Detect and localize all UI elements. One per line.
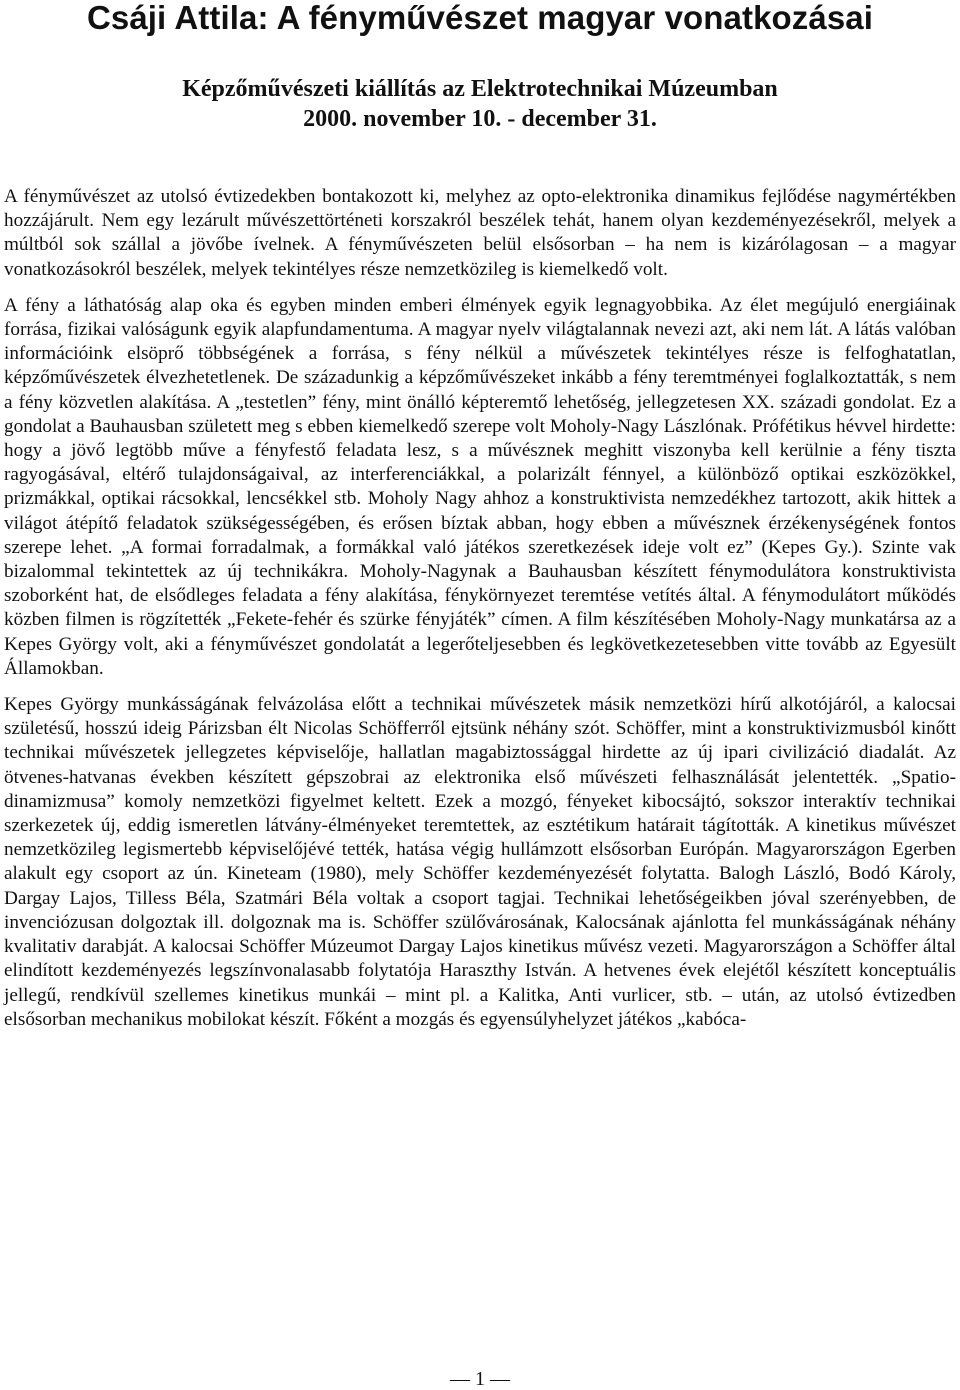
document-body	[4, 185, 956, 1044]
document-subtitle	[0, 74, 960, 134]
subtitle-dates: 2000. november 10. - december 31.	[303, 106, 657, 132]
subtitle-exhibition: Képzőművészeti kiállítás az Elektrotechnikai Múzeumban	[182, 76, 778, 102]
document-title: Csáji Attila: A fényművészet magyar vonatkozásai	[86, 0, 874, 36]
paragraph: Kepes György munkásságának felvázolása előtt a technikai művészetek másik nemzetközi hírű alkotójáról, a kalocsai születésű, hosszú ideig Párizsban élt Nicolas Schöfferről ejtsünk néhány szót. Schöffer, mint a konstruktivizmusból kinőtt technikai művészetek jellegzetes képviselője, hallatlan magabiztossággal hirdette az új ipari civilizáció diadalát. Az ötvenes-hatvanas években készített gépszobrai az elektronika első művészeti felhasználását jelentették. „Spatio-dinamizmusa” komoly nemzetközi figyelmet keltett. Ezek a mozgó, fényeket kibocsájtó, sokszor interaktív technikai szerkezetek új, eddig ismeretlen látvány-élményeket teremtettek, az esztétikum határait tágították. A kinetikus művészet nemzetközileg legismertebb képviselőjévé tették, hatása végig hullámzott elsősorban Európán. Magyarországon Egerben alakult egy csoport az ún. Kineteam (1980), mely Schöffer kezdeményezését folytatta. Balogh László, Bodó Károly, Dargay Lajos, Tilless Béla, Szatmári Béla voltak a csoport tagjai. Technikai lehetőségeikben jóval szerényebben, de invenciózusan dolgoztak ill. dolgoznak ma is. Schöffer szülővárosának, Kalocsának ajánlotta fel munkásságának néhány kvalitativ darabját. A kalocsai Schöffer Múzeumot Dargay Lajos kinetikus művész vezeti. Magyarországon a Schöffer által elindított kezdeményezés legszínvonalasabb folytatója Haraszthy István. A hetvenes évek elejétől készített konceptuális jellegű, rendkívül szellemes kinetikus munkái – mint pl. a Kalitka, Anti vurlicer, stb. – után, az utolsó évtizedben elsősorban mechanikus mobilokat készít. Főként a mozgás és egyensúlyhelyzet játékos „kabóca-	[4, 694, 956, 1030]
paragraph: A fényművészet az utolsó évtizedekben bontakozott ki, melyhez az opto-elektronika dinamikus fejlődése nagymértékben hozzájárult. Nem egy lezárult művészettörténeti korszakról beszélek tehát, hanem olyan kezdeményezésekről, melyek a múltból sok szállal a jövőbe ívelnek. A fényművészeten belül elsősorban – ha nem is kizárólagosan – a magyar vonatkozásokról beszélek, melyek tekintélyes része nemzetközileg is kiemelkedő volt.	[4, 186, 956, 280]
page-number: — 1 —	[450, 1368, 510, 1390]
paragraph: A fény a láthatóság alap oka és egyben minden emberi élmények egyik legnagyobbika. Az élet megújuló energiáinak forrása, fizikai valóságunk egyik alapfundamentuma. A magyar nyelv világtalannak nevezi azt, aki nem lát. A látás valóban információink elsöprő többségének a forrása, s fény nélkül a művészetek tekintélyes része is felfoghatatlan, képzőművészetek élvezhetetlenek. De századunkig a képzőművészeket inkább a fény teremtményei foglalkoztatták, s nem a fény közvetlen alakítása. A „testetlen” fény, mint önálló képteremtő lehetőség, jellegzetesen XX. századi gondolat. Ez a gondolat a Bauhausban született meg s ebben kiemelkedő szerepe volt Moholy-Nagy Lászlónak. Prófétikus hévvel hirdette: hogy a jövő legtöbb műve a fényfestő feladata lesz, s a művésznek meghitt viszonyba kell kerülnie a fény tiszta ragyogásával, eltérő tulajdonságaival, az interferenciákkal, a polarizált fénnyel, a különböző optikai eszközökkel, prizmákkal, optikai rácsokkal, lencsékkel stb. Moholy Nagy ahhoz a konstruktivista nemzedékhez tartozott, akik hittek a világot átépítő feladatok szükségességében, és erősen bíztak abban, hogy ebben a művésznek érzékenységének fontos szerepe lehet. „A formai forradalmak, a formákkal való játékos szeretkezések ideje volt ez” (Kepes Gy.). Szinte vak bizalommal tekintettek az új technikákra. Moholy-Nagynak a Bauhausban készített fénymodulátora konstruktivista szoborként hat, de elsődleges feladata a fény alakítása, fénykörnyezet teremtése vetítés által. A fénymodulátort működés közben filmen is rögzítették „Fekete-fehér és szürke fényjáték” címen. A film készítésében Moholy-Nagy munkatársa az a Kepes György volt, aki a fényművészet gondolatát a legerőteljesebben és legkövetkezetesebben vitte tovább az Egyesült Államokban.	[4, 294, 956, 679]
